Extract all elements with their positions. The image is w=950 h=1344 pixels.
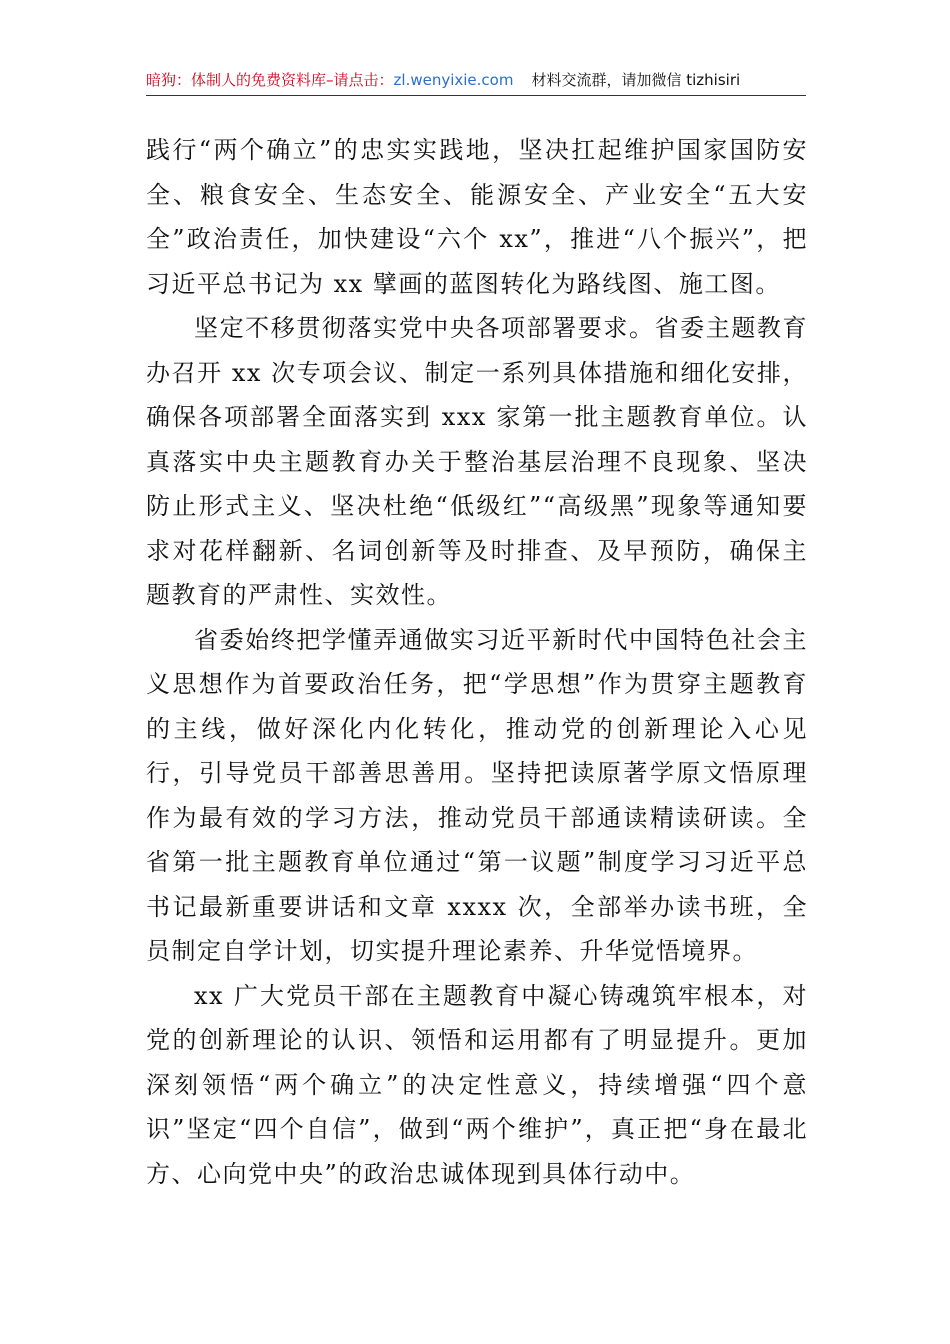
header-group-note: 材料交流群，请加微信 tizhisiri	[531, 71, 741, 89]
paragraph-1: 践行“两个确立”的忠实实践地，坚决扛起维护国家国防安全、粮食安全、生态安全、能源安全、产业安全“五大安全”政治责任，加快建设“六个 xx”，推进“八个振兴”，把习近平总书记为 xx 擘画的蓝图转化为路线图、施工图。	[146, 136, 808, 298]
page-header	[146, 66, 806, 96]
document-body	[146, 128, 808, 1196]
header-brand: 暗狗：体制人的免费资料库	[146, 71, 327, 89]
paragraph-3: 省委始终把学懂弄通做实习近平新时代中国特色社会主义思想作为首要政治任务，把“学思想”作为贯穿主题教育的主线，做好深化内化转化，推动党的创新理论入心见行，引导党员干部善思善用。坚持把读原著学原文悟原理作为最有效的学习方法，推动党员干部通读精读研读。全省第一批主题教育单位通过“第一议题”制度学习习近平总书记最新重要讲话和文章 xxxx 次，全部举办读书班，全员制定自学计划，切实提升理论素养、升华觉悟境界。	[146, 625, 808, 965]
header-prompt: –请点击：	[326, 71, 394, 89]
paragraph-2: 坚定不移贯彻落实党中央各项部署要求。省委主题教育办召开 xx 次专项会议、制定一系列具体措施和细化安排，确保各项部署全面落实到 xxx 家第一批主题教育单位。认真落实中央主题教育办关于整治基层治理不良现象、坚决防止形式主义、坚决杜绝“低级红”“高级黑”现象等通知要求对花样翻新、名词创新等及时排查、及早预防，确保主题教育的严肃性、实效性。	[146, 314, 808, 609]
header-link[interactable]: zl.wenyixie.com	[393, 71, 514, 89]
paragraph-4: xx 广大党员干部在主题教育中凝心铸魂筑牢根本，对党的创新理论的认识、领悟和运用都有了明显提升。更加深刻领悟“两个确立”的决定性意义，持续增强“四个意识”坚定“四个自信”，做到“两个维护”，真正把“身在最北方、心向党中央”的政治忠诚体现到具体行动中。	[146, 981, 808, 1188]
